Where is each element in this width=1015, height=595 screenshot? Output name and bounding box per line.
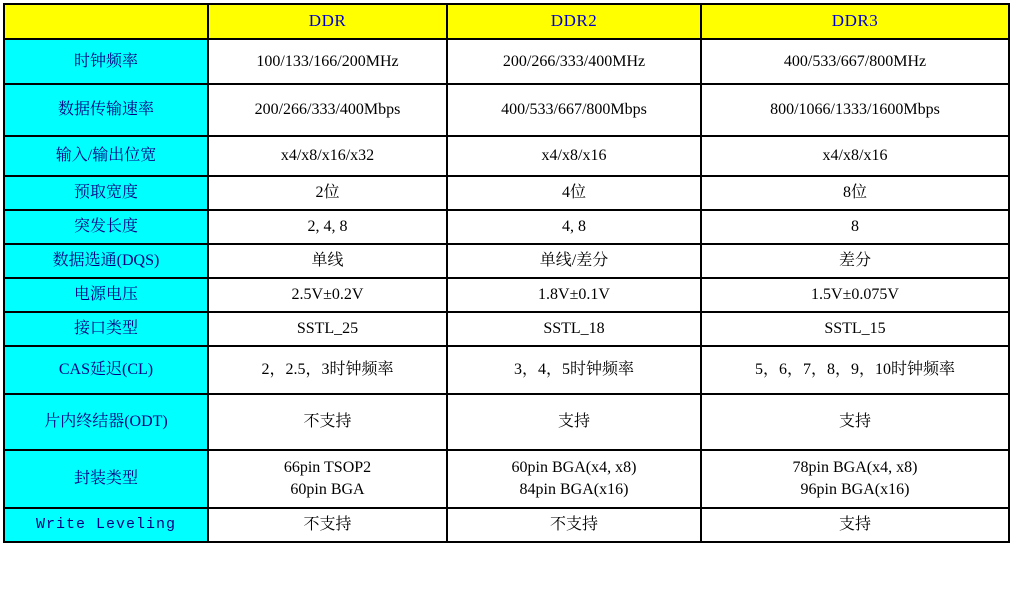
row-label-write-leveling: Write Leveling: [4, 508, 208, 542]
cell-supply-voltage-ddr2: 1.8V±0.1V: [447, 278, 701, 312]
table-row: [4, 278, 1009, 312]
header-ddr3: DDR3: [701, 4, 1009, 39]
cell-io-width-ddr2: x4/x8/x16: [447, 136, 701, 176]
header-ddr2: DDR2: [447, 4, 701, 39]
cell-write-leveling-ddr3: 支持: [701, 508, 1009, 542]
cell-package-type-ddr2: [447, 450, 701, 508]
cell-line: 96pin BGA(x16): [800, 481, 910, 498]
cell-write-leveling-ddr: 不支持: [208, 508, 447, 542]
cell-dqs-ddr2: 单线/差分: [447, 244, 701, 278]
cell-line: 60pin BGA: [290, 481, 365, 498]
table-header-row: [4, 4, 1009, 39]
table-row: [4, 176, 1009, 210]
row-label-supply-voltage: 电源电压: [4, 278, 208, 312]
cell-burst-length-ddr2: 4, 8: [447, 210, 701, 244]
cell-cas-latency-ddr: 2，2.5，3时钟频率: [208, 346, 447, 394]
row-label-package-type: 封装类型: [4, 450, 208, 508]
cell-line: 84pin BGA(x16): [519, 481, 629, 498]
cell-odt-ddr2: 支持: [447, 394, 701, 450]
cell-cas-latency-ddr2: 3，4，5时钟频率: [447, 346, 701, 394]
cell-dqs-ddr3: 差分: [701, 244, 1009, 278]
row-label-interface-type: 接口类型: [4, 312, 208, 346]
row-label-cas-latency: CAS延迟(CL): [4, 346, 208, 394]
table-row: [4, 312, 1009, 346]
cell-prefetch-ddr: 2位: [208, 176, 447, 210]
cell-cas-latency-ddr3: 5，6，7，8，9，10时钟频率: [701, 346, 1009, 394]
cell-supply-voltage-ddr: 2.5V±0.2V: [208, 278, 447, 312]
cell-odt-ddr: 不支持: [208, 394, 447, 450]
cell-burst-length-ddr3: 8: [701, 210, 1009, 244]
table-row: [4, 508, 1009, 542]
cell-package-type-ddr: [208, 450, 447, 508]
table-row: [4, 84, 1009, 136]
cell-line: 66pin TSOP2: [283, 459, 372, 477]
cell-line: 78pin BGA(x4, x8): [792, 459, 918, 477]
row-label-dqs: 数据选通(DQS): [4, 244, 208, 278]
table-row: [4, 244, 1009, 278]
cell-prefetch-ddr2: 4位: [447, 176, 701, 210]
cell-write-leveling-ddr2: 不支持: [447, 508, 701, 542]
table-row: [4, 394, 1009, 450]
cell-clock-frequency-ddr: 100/133/166/200MHz: [208, 39, 447, 84]
table-row: [4, 39, 1009, 84]
table-row: [4, 450, 1009, 508]
cell-interface-type-ddr3: SSTL_15: [701, 312, 1009, 346]
row-label-burst-length: 突发长度: [4, 210, 208, 244]
row-label-data-rate: 数据传输速率: [4, 84, 208, 136]
table-row: [4, 210, 1009, 244]
row-label-prefetch: 预取宽度: [4, 176, 208, 210]
cell-dqs-ddr: 单线: [208, 244, 447, 278]
cell-clock-frequency-ddr2: 200/266/333/400MHz: [447, 39, 701, 84]
row-label-io-width: 输入/输出位宽: [4, 136, 208, 176]
cell-data-rate-ddr3: 800/1066/1333/1600Mbps: [701, 84, 1009, 136]
cell-burst-length-ddr: 2, 4, 8: [208, 210, 447, 244]
cell-interface-type-ddr2: SSTL_18: [447, 312, 701, 346]
cell-interface-type-ddr: SSTL_25: [208, 312, 447, 346]
cell-data-rate-ddr2: 400/533/667/800Mbps: [447, 84, 701, 136]
cell-data-rate-ddr: 200/266/333/400Mbps: [208, 84, 447, 136]
cell-package-type-ddr3: [701, 450, 1009, 508]
spec-table-container: [0, 3, 1015, 595]
cell-io-width-ddr: x4/x8/x16/x32: [208, 136, 447, 176]
table-row: [4, 136, 1009, 176]
row-label-clock-frequency: 时钟频率: [4, 39, 208, 84]
header-ddr: DDR: [208, 4, 447, 39]
cell-supply-voltage-ddr3: 1.5V±0.075V: [701, 278, 1009, 312]
row-label-odt: 片内终结器(ODT): [4, 394, 208, 450]
ddr-comparison-table: [3, 3, 1010, 543]
cell-clock-frequency-ddr3: 400/533/667/800MHz: [701, 39, 1009, 84]
cell-line: 60pin BGA(x4, x8): [511, 459, 637, 477]
header-corner-cell: [4, 4, 208, 39]
cell-io-width-ddr3: x4/x8/x16: [701, 136, 1009, 176]
cell-odt-ddr3: 支持: [701, 394, 1009, 450]
table-row: [4, 346, 1009, 394]
cell-prefetch-ddr3: 8位: [701, 176, 1009, 210]
